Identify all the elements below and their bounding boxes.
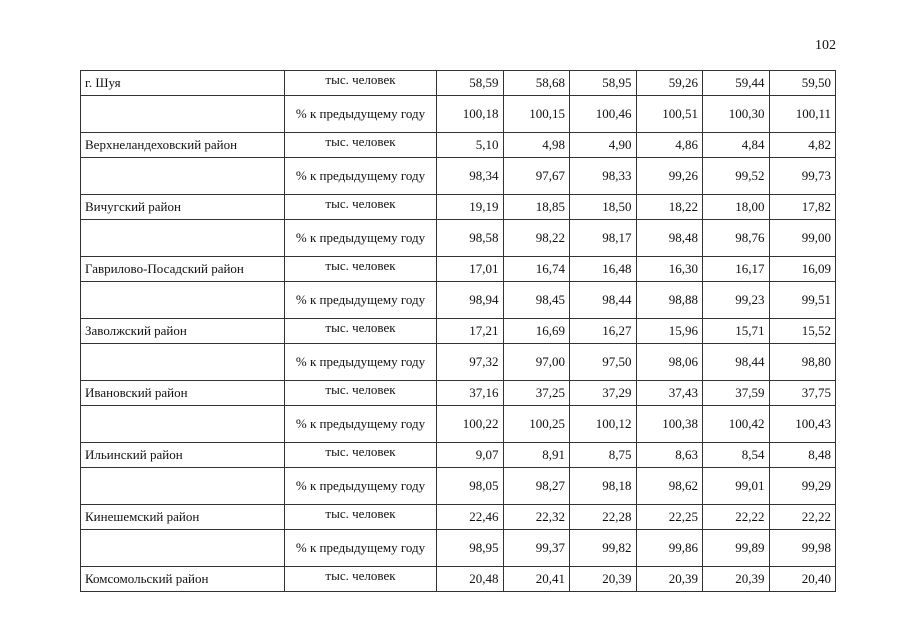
empty-cell (81, 158, 285, 195)
value-cell: 20,40 (769, 567, 836, 592)
table-row (81, 133, 836, 158)
value-cell: 4,90 (570, 133, 637, 158)
unit-label: % к предыдущему году (285, 530, 437, 567)
value-cell: 22,22 (769, 505, 836, 530)
value-cell: 98,58 (437, 220, 504, 257)
value-cell: 20,48 (437, 567, 504, 592)
value-cell: 22,25 (636, 505, 703, 530)
value-cell: 100,46 (570, 96, 637, 133)
value-cell: 9,07 (437, 443, 504, 468)
district-name: Гаврилово-Посадский район (81, 257, 285, 282)
value-cell: 37,29 (570, 381, 637, 406)
value-cell: 98,95 (437, 530, 504, 567)
district-name: Ивановский район (81, 381, 285, 406)
value-cell: 100,18 (437, 96, 504, 133)
table-row (81, 443, 836, 468)
value-cell: 98,80 (769, 344, 836, 381)
value-cell: 59,44 (703, 71, 770, 96)
value-cell: 99,37 (503, 530, 570, 567)
empty-cell (81, 344, 285, 381)
table-body (81, 71, 836, 592)
value-cell: 98,94 (437, 282, 504, 319)
value-cell: 18,00 (703, 195, 770, 220)
value-cell: 20,39 (570, 567, 637, 592)
value-cell: 100,12 (570, 406, 637, 443)
value-cell: 18,22 (636, 195, 703, 220)
value-cell: 16,74 (503, 257, 570, 282)
district-name: г. Шуя (81, 71, 285, 96)
district-name: Кинешемский район (81, 505, 285, 530)
value-cell: 58,95 (570, 71, 637, 96)
unit-label: тыс. человек (285, 71, 437, 96)
table-row (81, 220, 836, 257)
table-row (81, 71, 836, 96)
value-cell: 98,44 (570, 282, 637, 319)
value-cell: 37,16 (437, 381, 504, 406)
value-cell: 8,63 (636, 443, 703, 468)
table-row (81, 567, 836, 592)
value-cell: 8,91 (503, 443, 570, 468)
value-cell: 16,48 (570, 257, 637, 282)
unit-label: тыс. человек (285, 505, 437, 530)
district-name: Вичугский район (81, 195, 285, 220)
value-cell: 8,48 (769, 443, 836, 468)
empty-cell (81, 468, 285, 505)
value-cell: 100,22 (437, 406, 504, 443)
value-cell: 16,69 (503, 319, 570, 344)
value-cell: 17,01 (437, 257, 504, 282)
table-row (81, 381, 836, 406)
value-cell: 8,54 (703, 443, 770, 468)
value-cell: 99,89 (703, 530, 770, 567)
value-cell: 97,67 (503, 158, 570, 195)
value-cell: 99,29 (769, 468, 836, 505)
value-cell: 4,98 (503, 133, 570, 158)
empty-cell (81, 220, 285, 257)
value-cell: 99,26 (636, 158, 703, 195)
value-cell: 16,17 (703, 257, 770, 282)
population-table (80, 70, 836, 592)
value-cell: 19,19 (437, 195, 504, 220)
value-cell: 100,51 (636, 96, 703, 133)
value-cell: 99,82 (570, 530, 637, 567)
value-cell: 97,00 (503, 344, 570, 381)
unit-label: % к предыдущему году (285, 344, 437, 381)
value-cell: 98,22 (503, 220, 570, 257)
value-cell: 17,21 (437, 319, 504, 344)
table-row (81, 530, 836, 567)
table-row (81, 344, 836, 381)
value-cell: 98,17 (570, 220, 637, 257)
value-cell: 98,27 (503, 468, 570, 505)
value-cell: 98,45 (503, 282, 570, 319)
value-cell: 37,25 (503, 381, 570, 406)
value-cell: 98,62 (636, 468, 703, 505)
value-cell: 100,42 (703, 406, 770, 443)
table-row (81, 319, 836, 344)
unit-label: % к предыдущему году (285, 158, 437, 195)
unit-label: тыс. человек (285, 195, 437, 220)
unit-label: тыс. человек (285, 319, 437, 344)
district-name: Ильинский район (81, 443, 285, 468)
table-row (81, 468, 836, 505)
unit-label: тыс. человек (285, 133, 437, 158)
value-cell: 22,46 (437, 505, 504, 530)
empty-cell (81, 282, 285, 319)
district-name: Комсомольский район (81, 567, 285, 592)
value-cell: 58,59 (437, 71, 504, 96)
table-row (81, 406, 836, 443)
value-cell: 98,44 (703, 344, 770, 381)
value-cell: 98,88 (636, 282, 703, 319)
value-cell: 100,15 (503, 96, 570, 133)
value-cell: 15,96 (636, 319, 703, 344)
unit-label: тыс. человек (285, 443, 437, 468)
value-cell: 100,30 (703, 96, 770, 133)
value-cell: 99,73 (769, 158, 836, 195)
value-cell: 37,75 (769, 381, 836, 406)
value-cell: 8,75 (570, 443, 637, 468)
value-cell: 100,11 (769, 96, 836, 133)
value-cell: 59,26 (636, 71, 703, 96)
table-row (81, 282, 836, 319)
value-cell: 99,23 (703, 282, 770, 319)
value-cell: 98,48 (636, 220, 703, 257)
empty-cell (81, 406, 285, 443)
value-cell: 98,76 (703, 220, 770, 257)
value-cell: 99,01 (703, 468, 770, 505)
unit-label: % к предыдущему году (285, 96, 437, 133)
unit-label: % к предыдущему году (285, 282, 437, 319)
value-cell: 97,32 (437, 344, 504, 381)
value-cell: 58,68 (503, 71, 570, 96)
table-row (81, 257, 836, 282)
value-cell: 98,18 (570, 468, 637, 505)
value-cell: 22,22 (703, 505, 770, 530)
value-cell: 20,39 (703, 567, 770, 592)
value-cell: 22,28 (570, 505, 637, 530)
value-cell: 100,25 (503, 406, 570, 443)
value-cell: 37,59 (703, 381, 770, 406)
table-row (81, 505, 836, 530)
value-cell: 22,32 (503, 505, 570, 530)
table-row (81, 195, 836, 220)
value-cell: 16,09 (769, 257, 836, 282)
district-name: Заволжский район (81, 319, 285, 344)
value-cell: 15,52 (769, 319, 836, 344)
value-cell: 20,39 (636, 567, 703, 592)
value-cell: 98,05 (437, 468, 504, 505)
value-cell: 100,43 (769, 406, 836, 443)
value-cell: 99,00 (769, 220, 836, 257)
unit-label: % к предыдущему году (285, 468, 437, 505)
value-cell: 99,86 (636, 530, 703, 567)
value-cell: 16,30 (636, 257, 703, 282)
value-cell: 37,43 (636, 381, 703, 406)
unit-label: % к предыдущему году (285, 220, 437, 257)
value-cell: 4,86 (636, 133, 703, 158)
value-cell: 18,85 (503, 195, 570, 220)
value-cell: 100,38 (636, 406, 703, 443)
table-row (81, 158, 836, 195)
value-cell: 16,27 (570, 319, 637, 344)
value-cell: 4,84 (703, 133, 770, 158)
value-cell: 5,10 (437, 133, 504, 158)
value-cell: 97,50 (570, 344, 637, 381)
unit-label: % к предыдущему году (285, 406, 437, 443)
table-row (81, 96, 836, 133)
value-cell: 4,82 (769, 133, 836, 158)
value-cell: 98,34 (437, 158, 504, 195)
value-cell: 99,52 (703, 158, 770, 195)
page-number: 102 (815, 38, 836, 53)
district-name: Верхнеландеховский район (81, 133, 285, 158)
unit-label: тыс. человек (285, 567, 437, 592)
value-cell: 99,51 (769, 282, 836, 319)
value-cell: 99,98 (769, 530, 836, 567)
value-cell: 59,50 (769, 71, 836, 96)
value-cell: 98,06 (636, 344, 703, 381)
unit-label: тыс. человек (285, 381, 437, 406)
value-cell: 17,82 (769, 195, 836, 220)
value-cell: 15,71 (703, 319, 770, 344)
unit-label: тыс. человек (285, 257, 437, 282)
empty-cell (81, 530, 285, 567)
value-cell: 18,50 (570, 195, 637, 220)
value-cell: 98,33 (570, 158, 637, 195)
empty-cell (81, 96, 285, 133)
value-cell: 20,41 (503, 567, 570, 592)
